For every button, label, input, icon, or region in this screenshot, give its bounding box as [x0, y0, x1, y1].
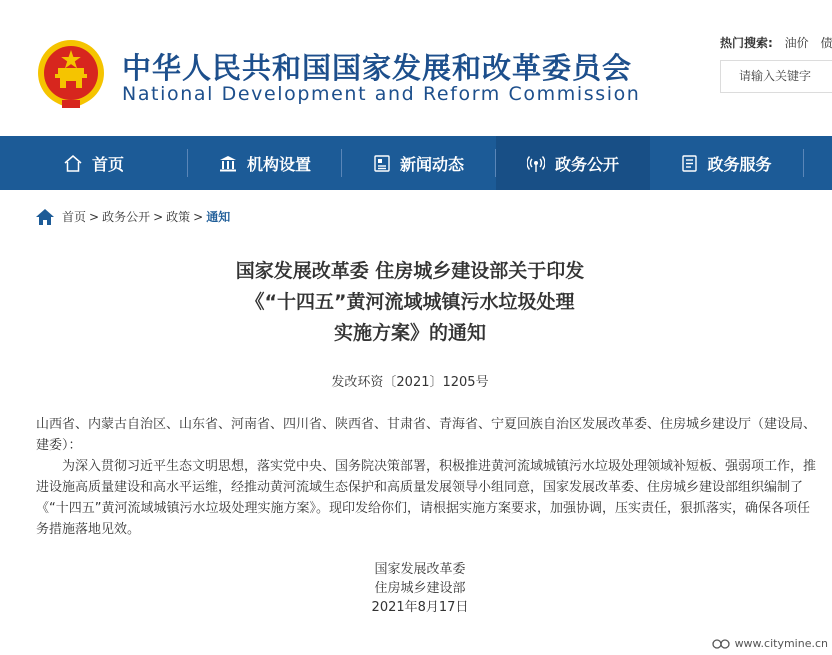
nav-item-government-affairs[interactable]: [496, 136, 650, 190]
home-icon: [64, 155, 82, 172]
breadcrumb-current[interactable]: 通知: [206, 210, 231, 224]
breadcrumb: [36, 208, 230, 225]
article-title-line: 《“十四五”黄河流域城镇污水垃圾处理: [245, 291, 575, 313]
building-icon: [219, 155, 237, 172]
main-nav: [0, 136, 832, 190]
signature-block: [300, 560, 540, 617]
nav-item-services[interactable]: [650, 136, 804, 190]
issue-date: 2021年8月17日: [371, 600, 469, 615]
broadcast-icon: [527, 155, 545, 172]
document-icon: [682, 155, 697, 172]
watermark: [712, 637, 828, 650]
breadcrumb-link-policy[interactable]: 政策: [166, 210, 191, 224]
breadcrumb-link-home[interactable]: 首页: [62, 210, 87, 224]
body-paragraph: 为深入贯彻习近平生态文明思想，落实党中央、国务院决策部署，积极推进黄河流域城镇污水垃圾处理领域补短板、强弱项工作，推进设施高质量建设和高水平运维，经推动黄河流域生态保护和高质量发展领导小组同意，国家发展改革委、住房城乡建设部组织编制了《“十四五”黄河流域城镇污水垃圾处理实施方案》。现印发给你们，请根据实施方案要求，加强协调，压实责任，狠抓落实，确保各项任务措施落地见效。: [36, 459, 817, 537]
news-icon: [374, 155, 390, 172]
hot-search: [720, 34, 832, 51]
signatory: 住房城乡建设部: [374, 581, 466, 596]
hot-search-term[interactable]: 债: [820, 36, 832, 50]
nav-divider: [803, 149, 804, 177]
recipients-paragraph: 山西省、内蒙古自治区、山东省、河南省、四川省、陕西省、甘肃省、青海省、宁夏回族自治区发展改革委、住房城乡建设厅（建设局、建委）：: [36, 417, 817, 453]
site-title-cn[interactable]: 中华人民共和国国家发展和改革委员会: [122, 51, 633, 85]
nav-item-home[interactable]: [0, 136, 188, 190]
watermark-text: www.citymine.cn: [734, 637, 828, 650]
nav-item-news[interactable]: [342, 136, 496, 190]
national-emblem-logo[interactable]: [36, 38, 106, 112]
nav-item-label: 机构设置: [246, 154, 311, 174]
hot-search-term[interactable]: 油价: [784, 36, 809, 50]
search-input[interactable]: 请输入关键字: [720, 60, 832, 93]
breadcrumb-separator: >: [193, 209, 204, 224]
nav-item-label: 首页: [91, 154, 124, 174]
site-title-en[interactable]: National Development and Reform Commission: [122, 83, 641, 105]
nav-item-label: 政务公开: [554, 154, 619, 174]
article-body: [36, 414, 816, 540]
site-header: [0, 0, 832, 136]
nav-item-label: 新闻动态: [399, 154, 464, 174]
document-number: 发改环资〔2021〕1205号: [331, 375, 489, 390]
breadcrumb-separator: >: [89, 209, 100, 224]
nav-item-organization[interactable]: [188, 136, 342, 190]
article-title-line: 实施方案》的通知: [333, 322, 486, 344]
watermark-logo-icon: [712, 638, 730, 650]
article-title-line: 国家发展改革委 住房城乡建设部关于印发: [235, 260, 585, 282]
breadcrumb-separator: >: [153, 209, 164, 224]
breadcrumb-link-government-affairs[interactable]: 政务公开: [102, 210, 151, 224]
signatory: 国家发展改革委: [374, 562, 466, 577]
article-title: [100, 256, 720, 349]
hot-search-label: 热门搜索:: [720, 36, 773, 50]
home-icon[interactable]: [36, 209, 54, 225]
nav-item-label: 政务服务: [707, 154, 772, 174]
